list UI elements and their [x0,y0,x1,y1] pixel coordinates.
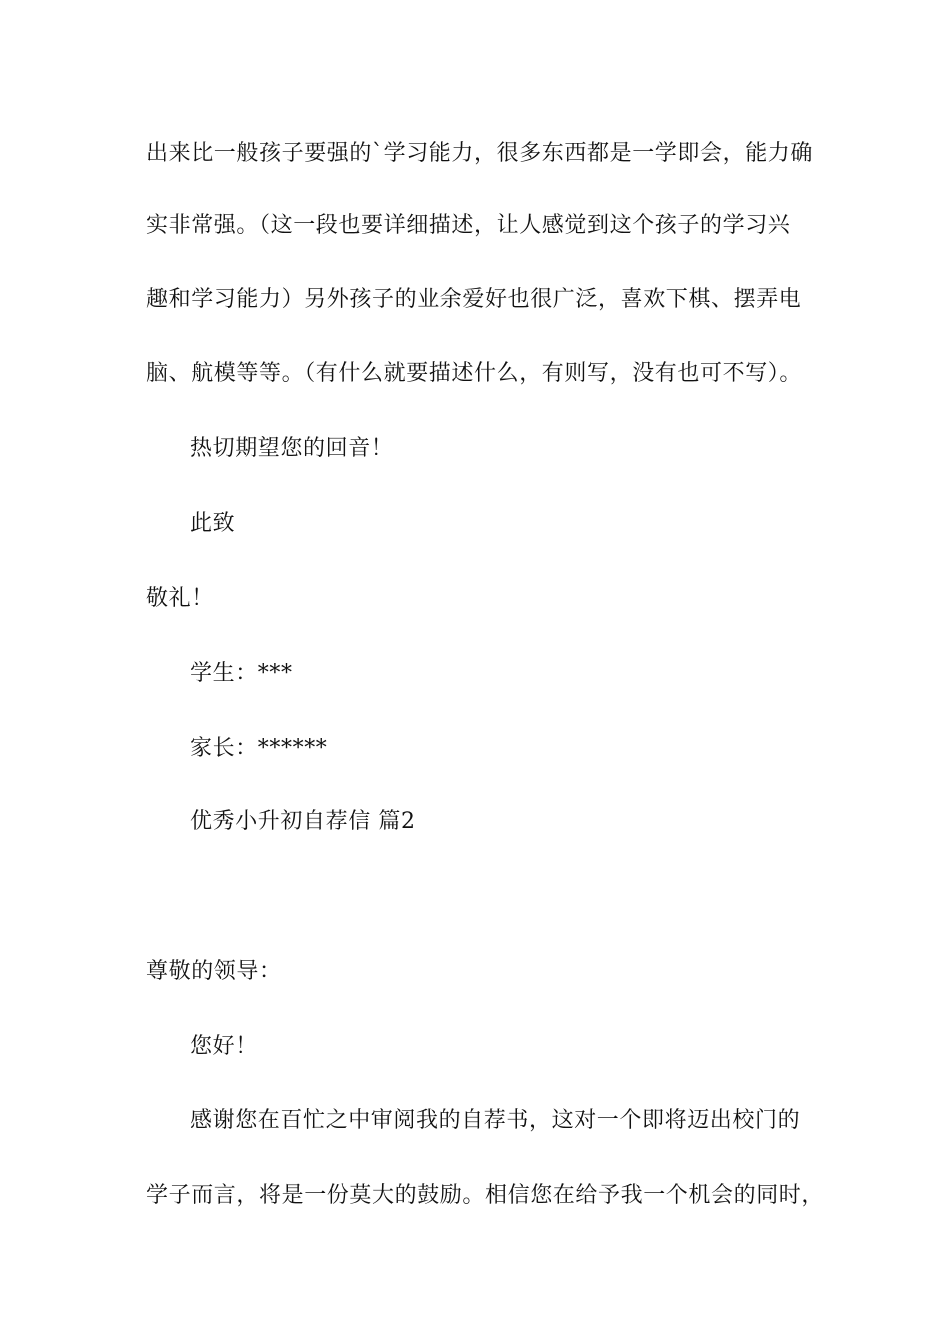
salutation-closing: 此致 [190,511,236,536]
body-text-line: 脑、航模等等。（有什么就要描述什么，有则写，没有也可不写）。 [146,361,803,386]
body-text-line: 学子而言，将是一份莫大的鼓励。相信您在给予我一个机会的同时， [146,1183,825,1208]
signature-parent: 家长：****** [190,736,328,761]
section-heading: 优秀小升初自荐信 篇2 [190,809,416,834]
body-text-line: 感谢您在百忙之中审阅我的自荐书，这对一个即将迈出校门的 [190,1108,801,1133]
letter-greeting: 尊敬的领导： [146,959,282,984]
salutation-regards: 敬礼！ [146,586,214,611]
signature-student: 学生：*** [190,661,293,686]
greeting-hello: 您好！ [190,1034,258,1059]
body-text-line: 实非常强。（这一段也要详细描述，让人感觉到这个孩子的学习兴 [146,213,791,238]
closing-wish: 热切期望您的回音！ [190,436,394,461]
body-text-line: 趣和学习能力）另外孩子的业余爱好也很广泛，喜欢下棋、摆弄电 [146,287,802,312]
body-text-line: 出来比一般孩子要强的`学习能力，很多东西都是一学即会，能力确 [146,141,814,166]
